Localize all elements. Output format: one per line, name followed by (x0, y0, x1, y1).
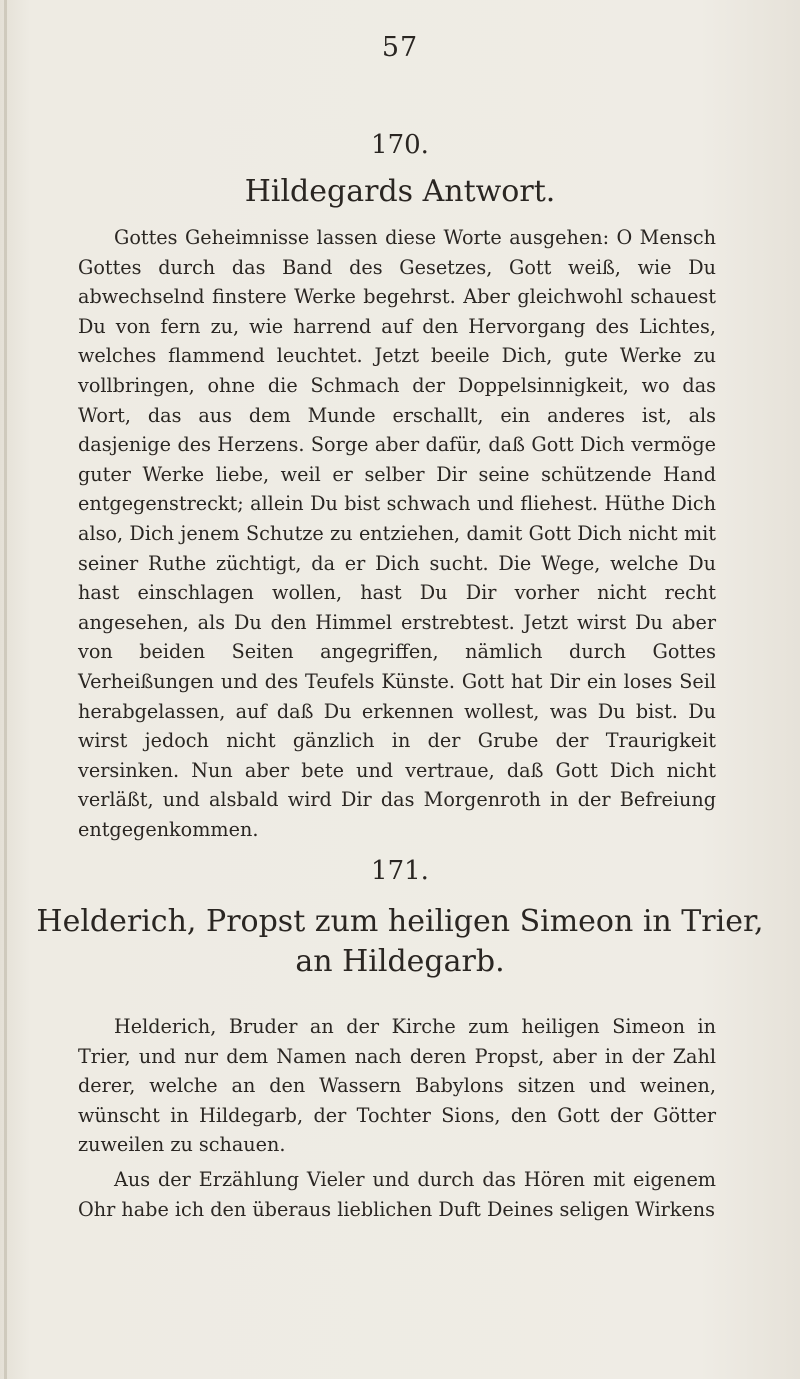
letter-heading (0, 902, 800, 982)
page-number: 57 (381, 32, 419, 63)
letter-heading-line: Hildegards Antwort. (244, 174, 556, 209)
paragraph: Helderich, Bruder an der Kirche zum heiligen Simeon in Trier, und nur dem Namen nach deren Propst, aber in der Zahl derer, welche an den Wassern Babylons sitzen und weinen, wünscht in Hildegarb, der Tochter Sions, den Gott der Götter zuweilen zu schauen. (78, 1015, 716, 1157)
letter-body (78, 1012, 716, 1224)
letter-heading-line: Helderich, Propst zum heiligen Simeon in Trier, (36, 904, 764, 939)
paragraph: Aus der Erzählung Vieler und durch das Hören mit eigenem Ohr habe ich den überaus lieblichen Duft Deines seligen Wirkens (78, 1167, 716, 1221)
letter-heading (0, 172, 800, 212)
letter-body (78, 223, 716, 844)
letter-number: 170. (371, 130, 429, 160)
letter-number: 171. (371, 856, 429, 886)
letter-heading-line: an Hildegarb. (295, 944, 505, 979)
paragraph: Gottes Geheimnisse lassen diese Worte ausgehen: O Mensch Gottes durch das Band des Gesetzes, Gott weiß, wie Du abwechselnd finstere Werke begehrst. Aber gleichwohl schauest Du von fern zu, wie harrend auf den Hervorgang des Lichtes, welches flammend leuchtet. Jetzt beeile Dich, gute Werke zu vollbringen, ohne die Schmach der Doppelsinnigkeit, wo das Wort, das aus dem Munde erschallt, ein anderes ist, als dasjenige des Herzens. Sorge aber dafür, daß Gott Dich vermöge guter Werke liebe, weil er selber Dir seine schützende Hand entgegenstreckt; allein Du bist schwach und fliehest. Hüthe Dich also, Dich jenem Schutze zu entziehen, damit Gott Dich nicht mit seiner Ruthe züchtigt, da er Dich sucht. Die Wege, welche Du hast einschlagen wollen, hast Du Dir vorher nicht recht angesehen, als Du den Himmel erstrebtest. Jetzt wirst Du aber von beiden Seiten angegriffen, nämlich durch Gottes Verheißungen und des Teufels Künste. Gott hat Dir ein loses Seil herabgelassen, auf daß Du erkennen wollest, was Du bist. Du wirst jedoch nicht gänzlich in der Grube der Traurigkeit versinken. Nun aber bete und vertraue, daß Gott Dich nicht verläßt, und alsbald wird Dir das Morgenroth in der Befreiung entgegenkommen. (78, 226, 716, 841)
